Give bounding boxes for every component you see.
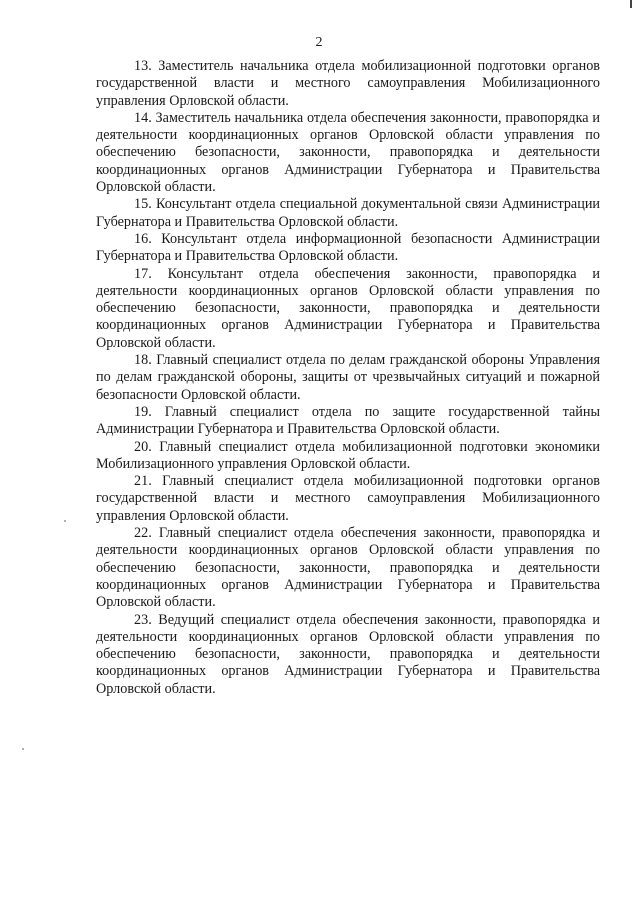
scan-speck — [22, 748, 24, 750]
list-item-17: 17. Консультант отдела обеспечения законности, правопорядка и деятельности координационных органов Орловской области управления по обеспечению безопасности, законности, правопорядка и деятельности координационных органов Администрации Губернатора и Правительства Орловской области. — [96, 265, 600, 351]
list-item-20: 20. Главный специалист отдела мобилизационной подготовки экономики Мобилизационного управления Орловской области. — [96, 438, 600, 472]
list-item-19: 19. Главный специалист отдела по защите государственной тайны Администрации Губернатора и Правительства Орловской области. — [96, 403, 600, 438]
scan-speck — [64, 520, 66, 522]
list-item-21: 21. Главный специалист отдела мобилизационной подготовки органов государственной власти и местного самоуправления Мобилизационного управления Орловской области. — [96, 473, 600, 524]
list-item-15: 15. Консультант отдела специальной документальной связи Администрации Губернатора и Правительства Орловской области. — [96, 196, 600, 230]
list-item-23: 23. Ведущий специалист отдела обеспечения законности, правопорядка и деятельности координационных органов Орловской области управления по обеспечению безопасности, законности, правопорядка и деятельности координационных органов Администрации Губернатора и Правительства Орловской области. — [96, 611, 600, 697]
page-number: 2 — [315, 35, 323, 50]
list-item-13: 13. Заместитель начальника отдела мобилизационной подготовки органов государственной власти и местного самоуправления Мобилизационного управления Орловской области. — [96, 58, 600, 109]
document-body — [96, 58, 600, 698]
list-item-14: 14. Заместитель начальника отдела обеспечения законности, правопорядка и деятельности координационных органов Орловской области управления по обеспечению безопасности, законности, правопорядка и деятельности координационных органов Администрации Губернатора и Правительства Орловской области. — [96, 109, 600, 196]
list-item-22: 22. Главный специалист отдела обеспечения законности, правопорядка и деятельности координационных органов Орловской области управления по обеспечению безопасности, законности, правопорядка и деятельности координационных органов Администрации Губернатора и Правительства Орловской области. — [96, 525, 600, 611]
list-item-18: 18. Главный специалист отдела по делам гражданской обороны Управления по делам гражданской обороны, защиты от чрезвычайных ситуаций и пожарной безопасности Орловской области. — [96, 352, 600, 403]
list-item-16: 16. Консультант отдела информационной безопасности Администрации Губернатора и Правительства Орловской области. — [96, 230, 600, 265]
scan-edge-mark — [630, 0, 632, 8]
